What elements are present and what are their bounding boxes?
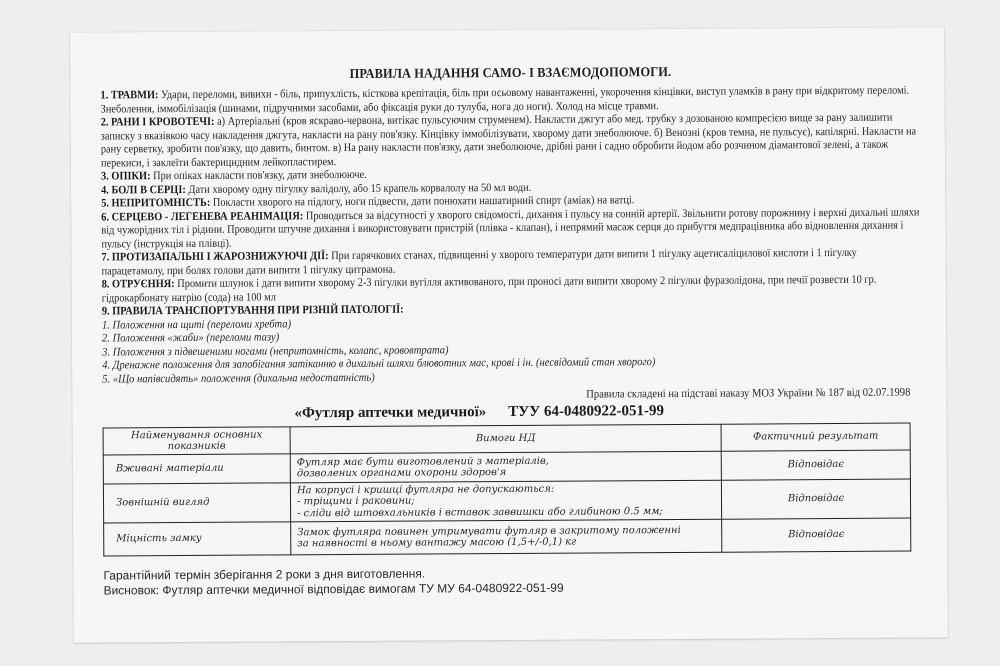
section-wounds-bleeding xyxy=(101,111,920,170)
requirement-line: за наявності в ньому вантажу масою (1,5+/-0,1) кг xyxy=(297,536,577,550)
requirement-cell xyxy=(290,480,721,522)
list-item: 5. «Що напівсидять» положення (дихальна недостатність) xyxy=(102,371,375,385)
column-header-indicator: Найменування основних показників xyxy=(103,427,290,455)
column-header-result: Фактичний результат xyxy=(721,423,910,451)
indicator-cell: Зовнішній вигляд xyxy=(103,483,290,523)
rules-sections xyxy=(100,84,921,319)
requirement-cell xyxy=(291,519,722,555)
sheet-content xyxy=(100,62,923,598)
section-heading: 2. РАНИ І КРОВОТЕЧІ: xyxy=(100,115,215,129)
instruction-sheet xyxy=(70,27,948,642)
section-cpr xyxy=(101,206,920,252)
table-row xyxy=(103,479,910,523)
requirement-line: - сліди від штовхальників і вставок заввишки або глибиною 0.5 мм; xyxy=(297,505,663,520)
section-text: При гарячкових станах, підвищенні у хворого температури дати випити 1 пігулку ацетисаліцилової кислоти і 1 пігулку парацетамолу, при болях голови дати випити 1 пігулку цитрамона. xyxy=(101,246,857,277)
section-text: Покласти хворого на підлогу, ноги підвести, дати понюхати нашатирний спирт (аміак) на ватці. xyxy=(210,194,635,209)
order-reference: Правила складені на підставі наказу МОЗ України № 187 від 02.07.1998 xyxy=(586,386,911,401)
section-text: а) Артеріальні (кров яскраво-червона, витікає пульсуючим струменем). Накласти джгут або мед. трубку з дозованою компресією вище за рану залишити записку з вказівкою часу накладення джгута, накласти на рану пов'язку. Кінцівку іммобілізувати, хворому дати знеболююче. б) Венозні (кров темна, не пульсує), капілярні. Накласти на рану серветку, зробити пов'язку, що давить, бинтом. в) На рану накласти пов'язку, дати знеболююче, дрібні рани і садно обробити йодом або розчином діамантової зелені, а також перекиси, і заклеїти бактерицидним лейкопластирем. xyxy=(100,111,917,169)
table-row xyxy=(104,518,911,556)
section-text: Проводиться за відсутності у хворого свідомості, дихання і пульсу на сонній артерії. Звільнити ротову порожнину і верхні дихальні шляхи від чужорідних тіл і рідини. Проводити штучне дихання і використовувати пристрій (плівка - клапан), і непрямий масаж серця до прибуття медпрацівника або відновлення дихання і пульсу (інструкція на плівці). xyxy=(101,205,920,250)
spec-table xyxy=(103,423,912,557)
section-text: Дати хворому одну пігулку валідолу, або 15 крапель корвалолу на 50 мл води. xyxy=(185,181,532,196)
requirement-line: дозволених органами охорони здоров'я xyxy=(296,467,507,480)
list-item: 4. Дренажне положення для запобігання затіканню в дихальні шляхи блювотних мас, крові і ін. (несвідомий стан хворого) xyxy=(102,356,656,372)
requirement-line: - тріщини і раковини; xyxy=(296,495,415,508)
requirement-line: Замок футляра повинен утримувати футляр в закритому положенні xyxy=(297,524,681,538)
section-heading: 4. БОЛІ В СЕРЦІ: xyxy=(101,183,186,196)
result-cell: Відповідає xyxy=(721,479,910,519)
requirement-line: Футляр має бути виготовлений з матеріалів, xyxy=(296,455,550,468)
sheet-footer xyxy=(103,563,923,598)
product-spec-code: ТУУ 64-0480922-051-99 xyxy=(508,403,665,421)
requirement-line: На корпусі і кришці футляра не допускаються: xyxy=(296,483,555,497)
indicator-cell: Міцність замку xyxy=(104,522,291,556)
section-heading: 7. ПРОТИЗАПАЛЬНІ І ЖАРОЗНИЖУЮЧІ ДІЇ: xyxy=(101,250,329,264)
list-item: 3. Положення з підвешеними ногами (непритомність, колапс, крововтрата) xyxy=(102,343,449,358)
section-heading: 9. ПРАВИЛА ТРАНСПОРТУВАННЯ ПРИ РІЗНІЙ ПАТОЛОГІЇ: xyxy=(101,303,404,318)
warranty-text: Гарантійний термін зберігання 2 роки з дня виготовлення. xyxy=(103,566,426,583)
section-text: Удари, переломи, вивихи - біль, припухлість, кісткова крепітація, біль при осьовому навантаженні, укорочення кінцівки, виступ уламків в рану при відкритому переломі. Знеболення, іммобілізація (шинами, підручними засобами, або фіксація руки до тулуба, нога до ноги). Холод на місце травми. xyxy=(100,84,910,115)
requirement-cell xyxy=(290,451,721,483)
section-text: При опіках накласти пов'язку, дати знеболююче. xyxy=(150,168,367,183)
section-heading: 3. ОПІКИ: xyxy=(100,170,151,183)
section-text: Промити шлунок і дати випити хворому 2-3 пігулки вугілля активованого, при проносі дати випити хворому 2 пігулки фуразолідона, при печії розвести 10 гр. гідрокарбонату натрію (сода) на 100 мл xyxy=(101,273,877,304)
conclusion-text: Висновок: Футляр аптечки медичної відповідає вимогам ТУ МУ 64-0480922-051-99 xyxy=(103,580,564,598)
transport-positions-list xyxy=(102,314,922,387)
section-heading: 6. СЕРЦЕВО - ЛЕГЕНЕВА РЕАНІМАЦІЯ: xyxy=(101,209,304,223)
result-cell: Відповідає xyxy=(722,518,911,552)
indicator-cell: Вживані матеріали xyxy=(103,454,290,484)
section-heading: 5. НЕПРИТОМНІСТЬ: xyxy=(101,196,211,210)
list-item: 2. Положення «жаби» (переломи тазу) xyxy=(101,331,280,345)
result-cell: Відповідає xyxy=(721,450,910,480)
product-name: «Футляр аптечки медичної» xyxy=(294,404,487,422)
section-heading: 8. ОТРУЄННЯ: xyxy=(101,278,175,291)
product-heading xyxy=(102,401,922,423)
document-title: ПРАВИЛА НАДАННЯ САМО- І ВЗАЄМОДОПОМОГИ. xyxy=(349,64,672,81)
column-header-requirement: Вимоги НД xyxy=(290,424,721,454)
list-item: 1. Положення на щиті (переломи хребта) xyxy=(101,317,292,331)
section-heading: 1. ТРАВМИ: xyxy=(100,89,159,102)
